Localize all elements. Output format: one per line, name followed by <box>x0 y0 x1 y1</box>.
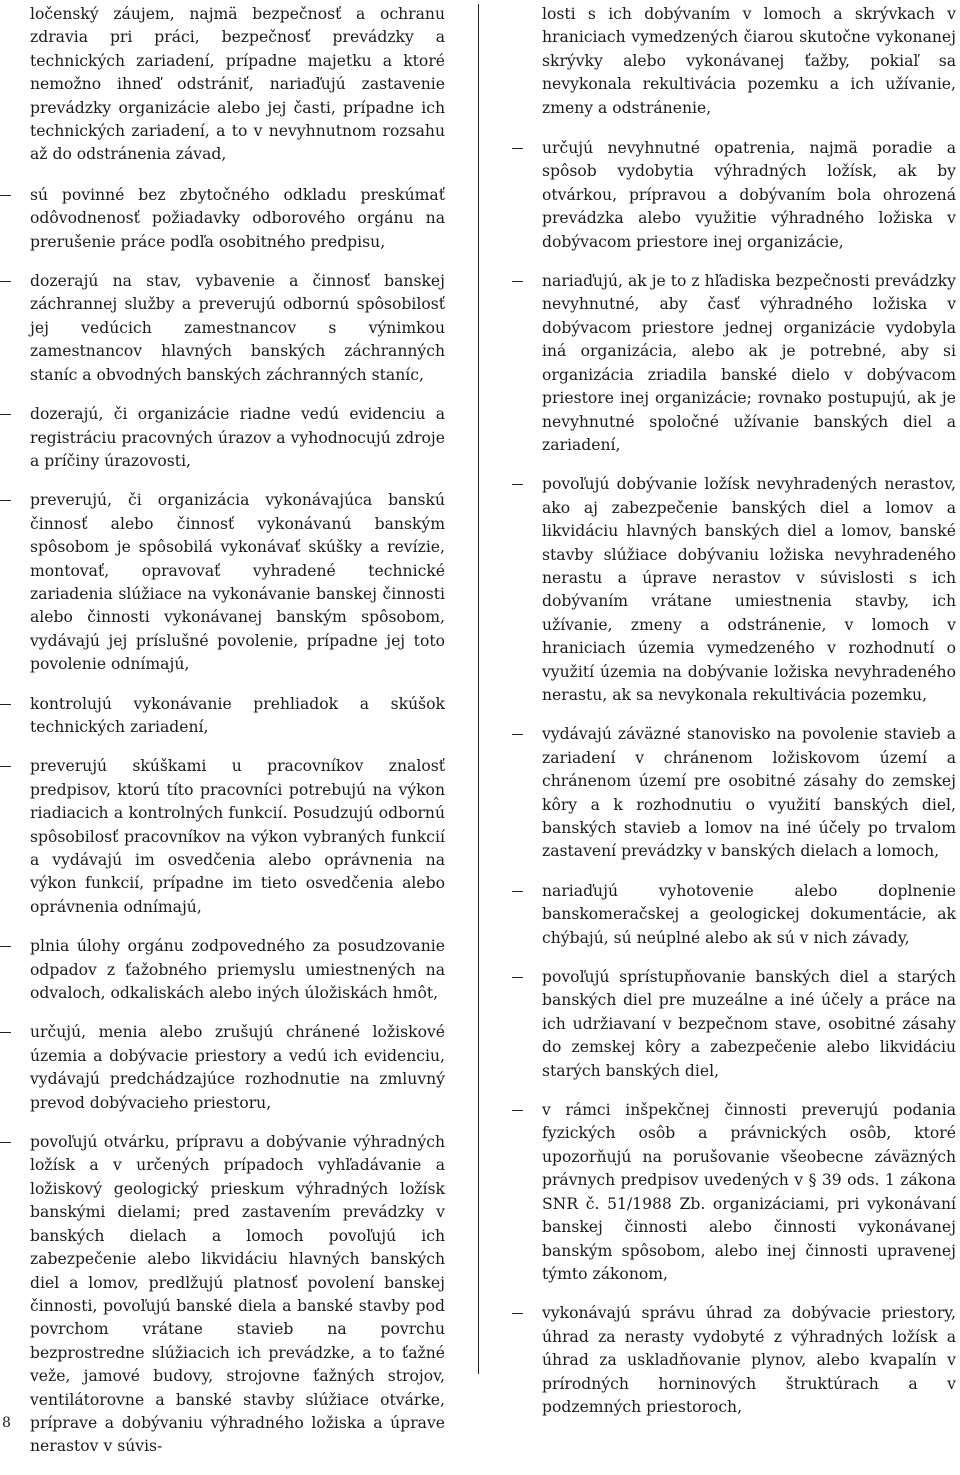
list-item <box>30 270 445 387</box>
list-item-text: povoľujú sprístupňovanie banských diel a starých banských diel pre muzeálne a iné účely a práce na ich udržiavaní v bezpečnom stave, osobitné zásahy do zemskej kôry a zabezpečenie alebo likvidáciu starých banských diel, <box>542 968 956 1080</box>
list-item <box>30 403 445 473</box>
list-item-text: vydávajú záväzné stanovisko na povolenie stavieb a zariadení v chránenom ložiskovom území a chránenom území pre osobitné zásahy do zemskej kôry a k rozhodnutiu o využití banských diel, banských stavieb a lomov na iné účely po trvalom zastavení prevádzky v banských dielach a lomoch, <box>542 725 956 861</box>
list-item <box>30 755 445 919</box>
list-item-text: kontrolujú vykonávanie prehliadok a skúšok technických zariadení, <box>30 694 445 736</box>
dash-bullet <box>512 1110 523 1111</box>
list-item <box>542 473 956 707</box>
right-continuation-paragraph: losti s ich dobývaním v lomoch a skrývkach v hraniciach vymedzených čiarou skutočne vykonanej skrývky alebo vykonávanej ťažby, pokiaľ sa nevykonala rekultivácia pozemku a ich užívanie, zmeny a odstránenie, <box>542 5 956 117</box>
list-item <box>30 693 445 740</box>
list-item-text: preverujú, či organizácia vykonávajúca banskú činnosť alebo činnosť vykonávanú banským spôsobom je spôsobilá vykonávať skúšky a revízie, montovať, opravovať vyhradené technické zariadenia slúžiace na vykonávanie banskej činnosti alebo činnosti vykonávanej banským spôsobom, vydávajú jej príslušné povolenie, prípadne jej toto povolenie odnímajú, <box>30 491 445 674</box>
list-item <box>30 1021 445 1115</box>
list-item <box>542 1099 956 1286</box>
column-divider <box>478 4 479 1374</box>
dash-bullet <box>0 195 11 196</box>
list-item-text: v rámci inšpekčnej činnosti preverujú podania fyzických osôb a právnických osôb, ktoré upozorňujú na porušovanie všeobecne záväzných právnych predpisov uvedených v § 39 ods. 1 zákona SNR č. 51/1988 Zb. organizáciami, pri vykonávaní banskej činnosti alebo činnosti vykonávanej banským spôsobom, alebo inej činnosti upravenej týmto zákonom, <box>542 1101 956 1283</box>
list-item-text: povoľujú dobývanie ložísk nevyhradených nerastov, ako aj zabezpečenie banských diel a lomov a likvidáciu hlavných banských diel a lomov, banské stavby slúžiace dobývaniu ložiska nevyhradeného nerastu a úprave nerastov v súvislosti s ich dobývaním vrátane umiestnenia stavby, ich užívanie, zmeny a odstránenie, v lomoch v hraniciach územia vymedzeného v rozhodnutí o využití územia na dobývanie ložiska nevyhradeného nerastu, ak sa nevykonala rekultivácia pozemku, <box>542 475 956 704</box>
list-item-text: dozerajú, či organizácie riadne vedú evidenciu a registráciu pracovných úrazov a vyhodnocujú zdroje a príčiny úrazovosti, <box>30 405 445 470</box>
dash-bullet <box>512 891 523 892</box>
list-item <box>542 723 956 863</box>
list-item-text: sú povinné bez zbytočného odkladu preskúmať odôvodnenosť požiadavky odborového orgánu na prerušenie práce podľa osobitného predpisu, <box>30 185 445 251</box>
list-item-text: dozerajú na stav, vybavenie a činnosť banskej záchrannej služby a preverujú odbornú spôsobilosť jej vedúcich zamestnancov s výnimkou zamestnancov hlavných banských záchranných staníc a obvodných banských záchranných staníc, <box>30 272 445 384</box>
dash-bullet <box>512 281 523 282</box>
list-item-text: vykonávajú správu úhrad za dobývacie priestory, úhrad za nerasty vydobyté z výhradných ložísk a úhrad za uskladňovanie plynov, alebo kvapalín v prírodných horninových štruktúrach a v podzemných priestoroch, <box>542 1304 956 1416</box>
list-item <box>542 270 956 457</box>
list-item-text: určujú, menia alebo zrušujú chránené ložiskové územia a dobývacie priestory a vedú ich evidenciu, vydávajú predchádzajúce rozhodnutie na zmluvný prevod dobývacieho priestoru, <box>30 1023 445 1112</box>
list-item-text: nariaďujú vyhotovenie alebo doplnenie banskomeračskej a geologickej dokumentácie, ak chýbajú, sú neúplné alebo ak sú v nich závady, <box>542 881 956 947</box>
left-column <box>30 3 445 1475</box>
list-item-text: plnia úlohy orgánu zodpovedného za posudzovanie odpadov z ťažobného priemyslu umiestnených na odvaloch, odkaliskách alebo iných úložiskách hmôt, <box>30 937 445 1003</box>
right-column <box>542 3 956 1435</box>
list-item <box>30 489 445 676</box>
dash-bullet <box>0 281 11 282</box>
left-continuation-paragraph: ločenský záujem, najmä bezpečnosť a ochranu zdravia pri práci, bezpečnosť prevádzky a technických zariadení, prípadne majetku a ktoré nemožno ihneď odstrániť, nariaďujú zastavenie prevádzky organizácie alebo jej časti, prípadne ich technických zariadení, a to v nevyhnutnom rozsahu až do odstránenia závad, <box>30 5 445 164</box>
dash-bullet <box>0 414 11 415</box>
dash-bullet <box>512 148 523 149</box>
dash-bullet <box>512 734 523 735</box>
list-item-text: preverujú skúškami u pracovníkov znalosť predpisov, ktorú títo pracovníci potrebujú na výkon riadiacich a kontrolných funkcií. Posudzujú odbornú spôsobilosť pracovníkov na výkon vybraných funkcií a vydávajú im osvedčenia alebo oprávnenia na výkon funkcií, prípadne im tieto osvedčenia alebo oprávnenia odnímajú, <box>30 757 445 916</box>
list-item-text: povoľujú otvárku, prípravu a dobývanie výhradných ložísk a v určených prípadoch vyhľadávanie a ložiskový geologický prieskum výhradných ložísk banskými dielami; pred zastavením prevádzky v banských dielach a lomoch povoľujú ich zabezpečenie alebo likvidáciu hlavných banských diel a lomov, predlžujú platnosť povolení banskej činnosti, povoľujú banské diela a banské stavby pod povrchom vrátane stavieb na povrchu bezprostredne slúžiacich ich prevádzke, a to ťažné veže, jamové budovy, strojovne ťažných strojov, ventilátorovne a banské stavby slúžiace otvárke, príprave a dobývaniu výhradného ložiska a úprave nerastov v súvis- <box>30 1133 445 1456</box>
list-item <box>30 184 445 254</box>
page-number: 8 <box>2 1415 11 1431</box>
list-item <box>542 1302 956 1419</box>
dash-bullet <box>0 1142 11 1143</box>
dash-bullet <box>512 1313 523 1314</box>
list-item <box>542 137 956 254</box>
dash-bullet <box>0 500 11 501</box>
list-item <box>30 1131 445 1459</box>
list-item <box>542 880 956 950</box>
list-item-text: určujú nevyhnutné opatrenia, najmä poradie a spôsob vydobytia výhradných ložísk, ak by otvárkou, prípravou a dobývaním bola ohrozená prevádzka alebo využitie výhradného ložiska v dobývacom priestore inej organizácie, <box>542 139 956 251</box>
list-item <box>542 966 956 1083</box>
dash-bullet <box>0 946 11 947</box>
dash-bullet <box>512 977 523 978</box>
list-item-text: nariaďujú, ak je to z hľadiska bezpečnosti prevádzky nevyhnutné, aby časť výhradného ložiska v dobývacom priestore jednej organizácie vydobyla iná organizácia, alebo ak je potrebné, aby si organizácia zriadila banské dielo v dobývacom priestore inej organizácie; rovnako postupujú, ak je nevyhnutné spoločné užívanie banských diel a zariadení, <box>542 272 956 454</box>
dash-bullet <box>512 484 523 485</box>
dash-bullet <box>0 766 11 767</box>
list-item <box>30 935 445 1005</box>
dash-bullet <box>0 1032 11 1033</box>
dash-bullet <box>0 704 11 705</box>
